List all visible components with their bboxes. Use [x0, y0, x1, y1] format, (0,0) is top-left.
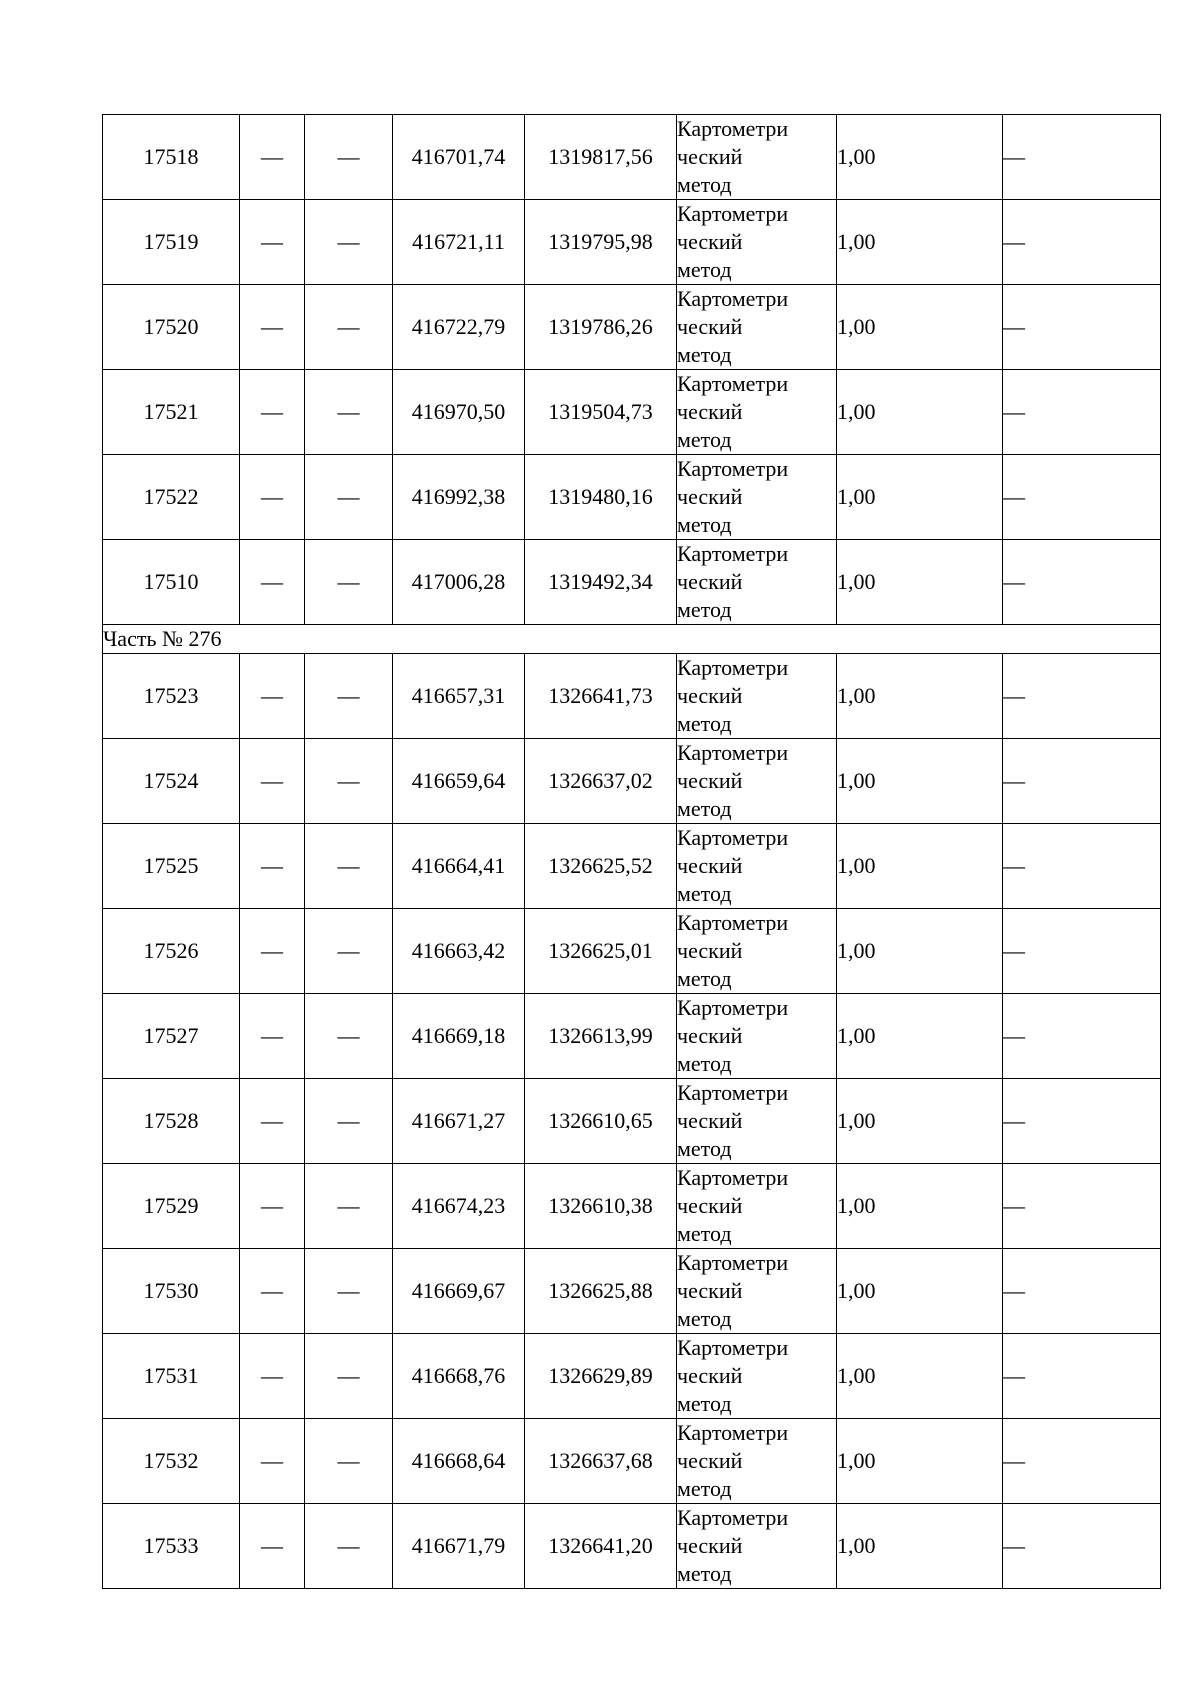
method-cell	[677, 1249, 837, 1334]
method-cell	[677, 115, 837, 200]
empty-value-cell: —	[305, 1334, 393, 1419]
section-title: Часть № 276	[103, 625, 1161, 654]
x-coordinate-cell: 417006,28	[393, 540, 525, 625]
description-cell: —	[1003, 824, 1161, 909]
table-row	[103, 540, 1161, 625]
method-text-line: метод	[677, 796, 732, 821]
empty-value-cell: —	[240, 115, 305, 200]
point-number-cell: 17519	[103, 200, 240, 285]
description-cell: —	[1003, 1079, 1161, 1164]
x-coordinate-cell: 416669,18	[393, 994, 525, 1079]
method-text-line: ческий	[677, 484, 743, 509]
method-text-line: метод	[677, 966, 732, 991]
empty-value-cell: —	[305, 909, 393, 994]
table-row	[103, 1249, 1161, 1334]
x-coordinate-cell: 416659,64	[393, 739, 525, 824]
x-coordinate-cell: 416671,79	[393, 1504, 525, 1589]
accuracy-cell: 1,00	[837, 909, 1003, 994]
table-row	[103, 1079, 1161, 1164]
description-cell: —	[1003, 1419, 1161, 1504]
empty-value-cell: —	[240, 1249, 305, 1334]
method-text-line: метод	[677, 1051, 732, 1076]
method-text-line: Картометри	[677, 910, 789, 935]
empty-value-cell: —	[240, 1334, 305, 1419]
empty-value-cell: —	[305, 1504, 393, 1589]
point-number-cell: 17526	[103, 909, 240, 994]
method-cell	[677, 739, 837, 824]
method-text-line: Картометри	[677, 1165, 789, 1190]
method-text-line: метод	[677, 1221, 732, 1246]
y-coordinate-cell: 1319492,34	[525, 540, 677, 625]
method-text-line: Картометри	[677, 286, 789, 311]
x-coordinate-cell: 416668,76	[393, 1334, 525, 1419]
description-cell: —	[1003, 1249, 1161, 1334]
empty-value-cell: —	[305, 824, 393, 909]
x-coordinate-cell: 416664,41	[393, 824, 525, 909]
y-coordinate-cell: 1326625,52	[525, 824, 677, 909]
description-cell: —	[1003, 654, 1161, 739]
description-cell: —	[1003, 285, 1161, 370]
accuracy-cell: 1,00	[837, 540, 1003, 625]
x-coordinate-cell: 416663,42	[393, 909, 525, 994]
method-text-line: метод	[677, 711, 732, 736]
table-row	[103, 1504, 1161, 1589]
empty-value-cell: —	[240, 824, 305, 909]
section-header-row	[103, 625, 1161, 654]
empty-value-cell: —	[305, 994, 393, 1079]
method-text-line: метод	[677, 1561, 732, 1586]
empty-value-cell: —	[240, 455, 305, 540]
method-text-line: ческий	[677, 768, 743, 793]
method-cell	[677, 909, 837, 994]
method-text-line: метод	[677, 257, 732, 282]
method-text-line: ческий	[677, 1448, 743, 1473]
y-coordinate-cell: 1326610,38	[525, 1164, 677, 1249]
table-row	[103, 455, 1161, 540]
table-row	[103, 739, 1161, 824]
method-text-line: ческий	[677, 144, 743, 169]
accuracy-cell: 1,00	[837, 824, 1003, 909]
accuracy-cell: 1,00	[837, 1164, 1003, 1249]
empty-value-cell: —	[305, 285, 393, 370]
point-number-cell: 17529	[103, 1164, 240, 1249]
x-coordinate-cell: 416668,64	[393, 1419, 525, 1504]
description-cell: —	[1003, 909, 1161, 994]
empty-value-cell: —	[305, 200, 393, 285]
method-text-line: Картометри	[677, 371, 789, 396]
accuracy-cell: 1,00	[837, 654, 1003, 739]
empty-value-cell: —	[240, 909, 305, 994]
table-body	[103, 115, 1161, 1589]
method-text-line: ческий	[677, 569, 743, 594]
x-coordinate-cell: 416671,27	[393, 1079, 525, 1164]
method-text-line: Картометри	[677, 825, 789, 850]
method-text-line: метод	[677, 427, 732, 452]
method-text-line: метод	[677, 512, 732, 537]
method-text-line: метод	[677, 342, 732, 367]
method-text-line: метод	[677, 1306, 732, 1331]
description-cell: —	[1003, 1164, 1161, 1249]
method-cell	[677, 1504, 837, 1589]
description-cell: —	[1003, 200, 1161, 285]
accuracy-cell: 1,00	[837, 1504, 1003, 1589]
method-cell	[677, 994, 837, 1079]
accuracy-cell: 1,00	[837, 994, 1003, 1079]
empty-value-cell: —	[240, 1504, 305, 1589]
method-cell	[677, 200, 837, 285]
x-coordinate-cell: 416701,74	[393, 115, 525, 200]
description-cell: —	[1003, 994, 1161, 1079]
empty-value-cell: —	[240, 285, 305, 370]
method-text-line: Картометри	[677, 1505, 789, 1530]
empty-value-cell: —	[240, 540, 305, 625]
method-cell	[677, 1164, 837, 1249]
table-row	[103, 1419, 1161, 1504]
method-text-line: ческий	[677, 1193, 743, 1218]
empty-value-cell: —	[240, 370, 305, 455]
table-row	[103, 200, 1161, 285]
method-text-line: ческий	[677, 853, 743, 878]
empty-value-cell: —	[305, 115, 393, 200]
method-text-line: метод	[677, 172, 732, 197]
description-cell: —	[1003, 1334, 1161, 1419]
method-cell	[677, 1079, 837, 1164]
method-text-line: Картометри	[677, 740, 789, 765]
y-coordinate-cell: 1319817,56	[525, 115, 677, 200]
method-text-line: Картометри	[677, 456, 789, 481]
point-number-cell: 17533	[103, 1504, 240, 1589]
point-number-cell: 17532	[103, 1419, 240, 1504]
x-coordinate-cell: 416970,50	[393, 370, 525, 455]
method-text-line: ческий	[677, 229, 743, 254]
table-row	[103, 909, 1161, 994]
method-text-line: ческий	[677, 1278, 743, 1303]
point-number-cell: 17522	[103, 455, 240, 540]
y-coordinate-cell: 1319480,16	[525, 455, 677, 540]
description-cell: —	[1003, 115, 1161, 200]
table-row	[103, 1164, 1161, 1249]
method-text-line: ческий	[677, 683, 743, 708]
description-cell: —	[1003, 1504, 1161, 1589]
method-text-line: Картометри	[677, 1335, 789, 1360]
method-cell	[677, 370, 837, 455]
point-number-cell: 17527	[103, 994, 240, 1079]
accuracy-cell: 1,00	[837, 455, 1003, 540]
empty-value-cell: —	[305, 1079, 393, 1164]
y-coordinate-cell: 1326625,88	[525, 1249, 677, 1334]
description-cell: —	[1003, 739, 1161, 824]
empty-value-cell: —	[240, 1079, 305, 1164]
point-number-cell: 17525	[103, 824, 240, 909]
empty-value-cell: —	[305, 540, 393, 625]
description-cell: —	[1003, 455, 1161, 540]
y-coordinate-cell: 1319795,98	[525, 200, 677, 285]
table-row	[103, 654, 1161, 739]
method-text-line: Картометри	[677, 201, 789, 226]
method-text-line: Картометри	[677, 655, 789, 680]
x-coordinate-cell: 416657,31	[393, 654, 525, 739]
method-text-line: метод	[677, 1476, 732, 1501]
empty-value-cell: —	[240, 200, 305, 285]
empty-value-cell: —	[240, 739, 305, 824]
method-text-line: Картометри	[677, 541, 789, 566]
y-coordinate-cell: 1326641,20	[525, 1504, 677, 1589]
y-coordinate-cell: 1326629,89	[525, 1334, 677, 1419]
table-row	[103, 115, 1161, 200]
point-number-cell: 17530	[103, 1249, 240, 1334]
method-text-line: Картометри	[677, 1420, 789, 1445]
table-row	[103, 370, 1161, 455]
accuracy-cell: 1,00	[837, 285, 1003, 370]
method-cell	[677, 285, 837, 370]
y-coordinate-cell: 1326613,99	[525, 994, 677, 1079]
x-coordinate-cell: 416992,38	[393, 455, 525, 540]
method-cell	[677, 455, 837, 540]
method-text-line: метод	[677, 1391, 732, 1416]
y-coordinate-cell: 1326637,02	[525, 739, 677, 824]
point-number-cell: 17528	[103, 1079, 240, 1164]
method-cell	[677, 824, 837, 909]
point-number-cell: 17521	[103, 370, 240, 455]
point-number-cell: 17510	[103, 540, 240, 625]
empty-value-cell: —	[305, 1164, 393, 1249]
method-cell	[677, 1334, 837, 1419]
method-text-line: ческий	[677, 1363, 743, 1388]
y-coordinate-cell: 1326625,01	[525, 909, 677, 994]
method-text-line: метод	[677, 597, 732, 622]
method-text-line: ческий	[677, 1023, 743, 1048]
method-text-line: ческий	[677, 1533, 743, 1558]
empty-value-cell: —	[240, 994, 305, 1079]
method-cell	[677, 1419, 837, 1504]
empty-value-cell: —	[305, 455, 393, 540]
x-coordinate-cell: 416721,11	[393, 200, 525, 285]
accuracy-cell: 1,00	[837, 370, 1003, 455]
x-coordinate-cell: 416674,23	[393, 1164, 525, 1249]
method-cell	[677, 540, 837, 625]
y-coordinate-cell: 1326610,65	[525, 1079, 677, 1164]
accuracy-cell: 1,00	[837, 200, 1003, 285]
method-text-line: ческий	[677, 1108, 743, 1133]
empty-value-cell: —	[305, 739, 393, 824]
y-coordinate-cell: 1326641,73	[525, 654, 677, 739]
y-coordinate-cell: 1319786,26	[525, 285, 677, 370]
point-number-cell: 17518	[103, 115, 240, 200]
empty-value-cell: —	[240, 654, 305, 739]
empty-value-cell: —	[305, 654, 393, 739]
empty-value-cell: —	[305, 1249, 393, 1334]
x-coordinate-cell: 416722,79	[393, 285, 525, 370]
accuracy-cell: 1,00	[837, 1334, 1003, 1419]
empty-value-cell: —	[305, 1419, 393, 1504]
empty-value-cell: —	[240, 1419, 305, 1504]
method-text-line: Картометри	[677, 1080, 789, 1105]
accuracy-cell: 1,00	[837, 115, 1003, 200]
accuracy-cell: 1,00	[837, 1419, 1003, 1504]
point-number-cell: 17523	[103, 654, 240, 739]
empty-value-cell: —	[240, 1164, 305, 1249]
method-text-line: метод	[677, 1136, 732, 1161]
accuracy-cell: 1,00	[837, 739, 1003, 824]
table-row	[103, 994, 1161, 1079]
table-row	[103, 285, 1161, 370]
method-text-line: Картометри	[677, 1250, 789, 1275]
accuracy-cell: 1,00	[837, 1079, 1003, 1164]
point-number-cell: 17524	[103, 739, 240, 824]
table-row	[103, 1334, 1161, 1419]
coordinates-table	[102, 114, 1161, 1589]
y-coordinate-cell: 1326637,68	[525, 1419, 677, 1504]
table-row	[103, 824, 1161, 909]
method-text-line: ческий	[677, 314, 743, 339]
method-cell	[677, 654, 837, 739]
method-text-line: ческий	[677, 938, 743, 963]
method-text-line: ческий	[677, 399, 743, 424]
point-number-cell: 17531	[103, 1334, 240, 1419]
description-cell: —	[1003, 370, 1161, 455]
description-cell: —	[1003, 540, 1161, 625]
y-coordinate-cell: 1319504,73	[525, 370, 677, 455]
empty-value-cell: —	[305, 370, 393, 455]
method-text-line: Картометри	[677, 995, 789, 1020]
method-text-line: метод	[677, 881, 732, 906]
x-coordinate-cell: 416669,67	[393, 1249, 525, 1334]
point-number-cell: 17520	[103, 285, 240, 370]
method-text-line: Картометри	[677, 116, 789, 141]
accuracy-cell: 1,00	[837, 1249, 1003, 1334]
